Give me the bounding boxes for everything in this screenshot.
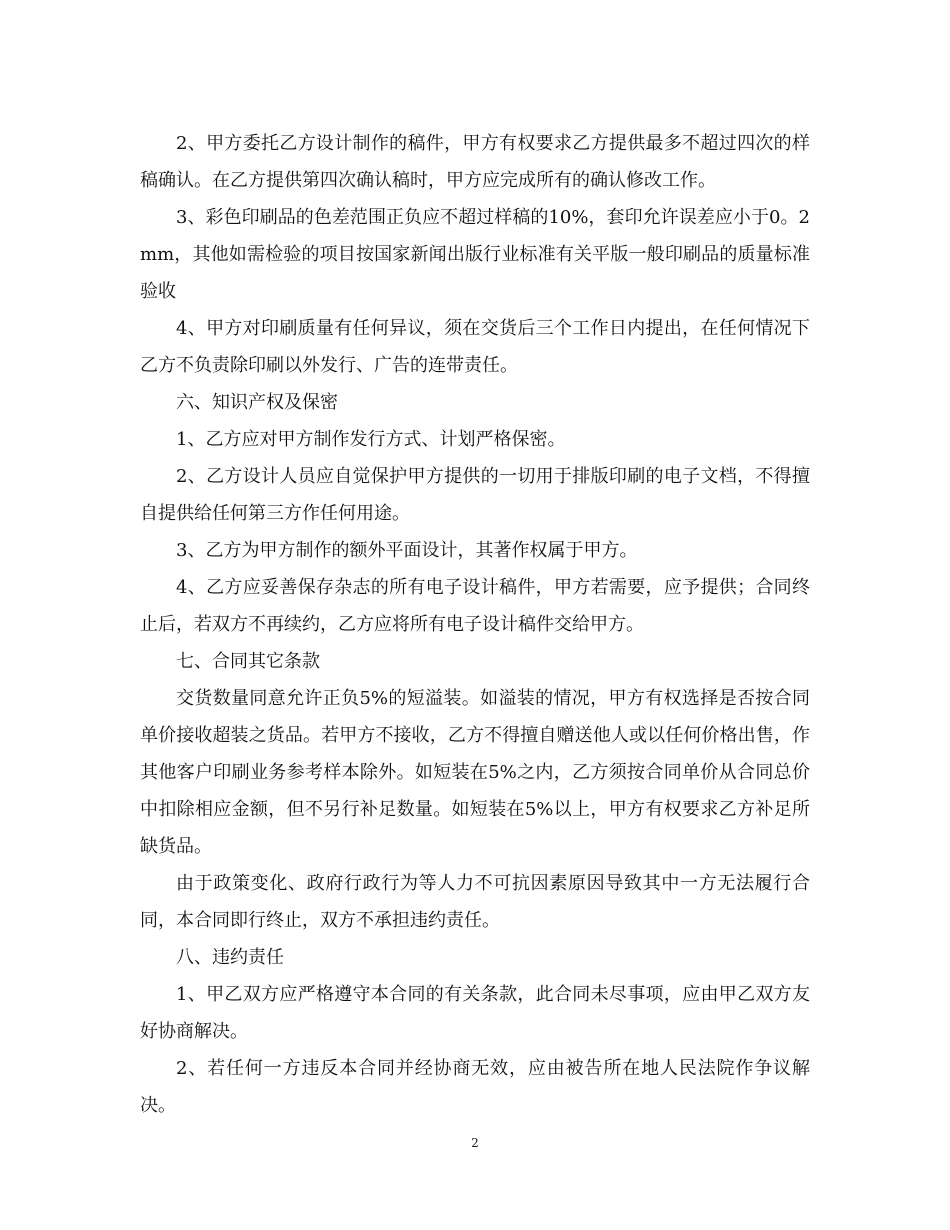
clause-8-1: 1、甲乙双方应严格遵守本合同的有关条款，此合同未尽事项，应由甲乙双方友好协商解决。 (140, 984, 810, 1042)
clause-5-2: 2、甲方委托乙方设计制作的稿件，甲方有权要求乙方提供最多不超过四次的样稿确认。在乙方提供第四次确认稿时，甲方应完成所有的确认修改工作。 (140, 133, 810, 191)
section-heading-7: 七、合同其它条款 (176, 651, 320, 672)
clause-8-2: 2、若任何一方违反本合同并经协商无效，应由被告所在地人民法院作争议解决。 (140, 1058, 810, 1116)
page-number: 2 (471, 1136, 479, 1150)
section-heading-6: 六、知识产权及保密 (176, 392, 338, 413)
clause-7-quantity: 交货数量同意允许正负5%的短溢装。如溢装的情况，甲方有权选择是否按合同单价接收超装之货品。若甲方不接收，乙方不得擅自赠送他人或以任何价格出售，作其他客户印刷业务参考样本除外。如短装在5%之内，乙方须按合同单价从合同总价中扣除相应金额，但不另行补足数量。如短装在5%以上，甲方有权要求乙方补足所缺货品。 (140, 688, 810, 857)
clause-6-4: 4、乙方应妥善保存杂志的所有电子设计稿件，甲方若需要，应予提供；合同终止后，若双方不再续约，乙方应将所有电子设计稿件交给甲方。 (140, 577, 810, 635)
clause-6-1: 1、乙方应对甲方制作发行方式、计划严格保密。 (176, 429, 566, 450)
clause-5-4: 4、甲方对印刷质量有任何异议，须在交货后三个工作日内提出，在任何情况下乙方不负责除印刷以外发行、广告的连带责任。 (140, 318, 810, 376)
clause-5-3: 3、彩色印刷品的色差范围正负应不超过样稿的10%，套印允许误差应小于0。2mm，其他如需检验的项目按国家新闻出版行业标准有关平版一般印刷品的质量标准验收 (140, 207, 810, 302)
clause-6-2: 2、乙方设计人员应自觉保护甲方提供的一切用于排版印刷的电子文档，不得擅自提供给任何第三方作任何用途。 (140, 466, 810, 524)
clause-7-force-majeure: 由于政策变化、政府行政行为等人力不可抗因素原因导致其中一方无法履行合同，本合同即行终止，双方不承担违约责任。 (140, 873, 810, 931)
document-body (140, 125, 810, 1124)
section-heading-8: 八、违约责任 (176, 947, 284, 968)
clause-6-3: 3、乙方为甲方制作的额外平面设计，其著作权属于甲方。 (176, 540, 638, 561)
